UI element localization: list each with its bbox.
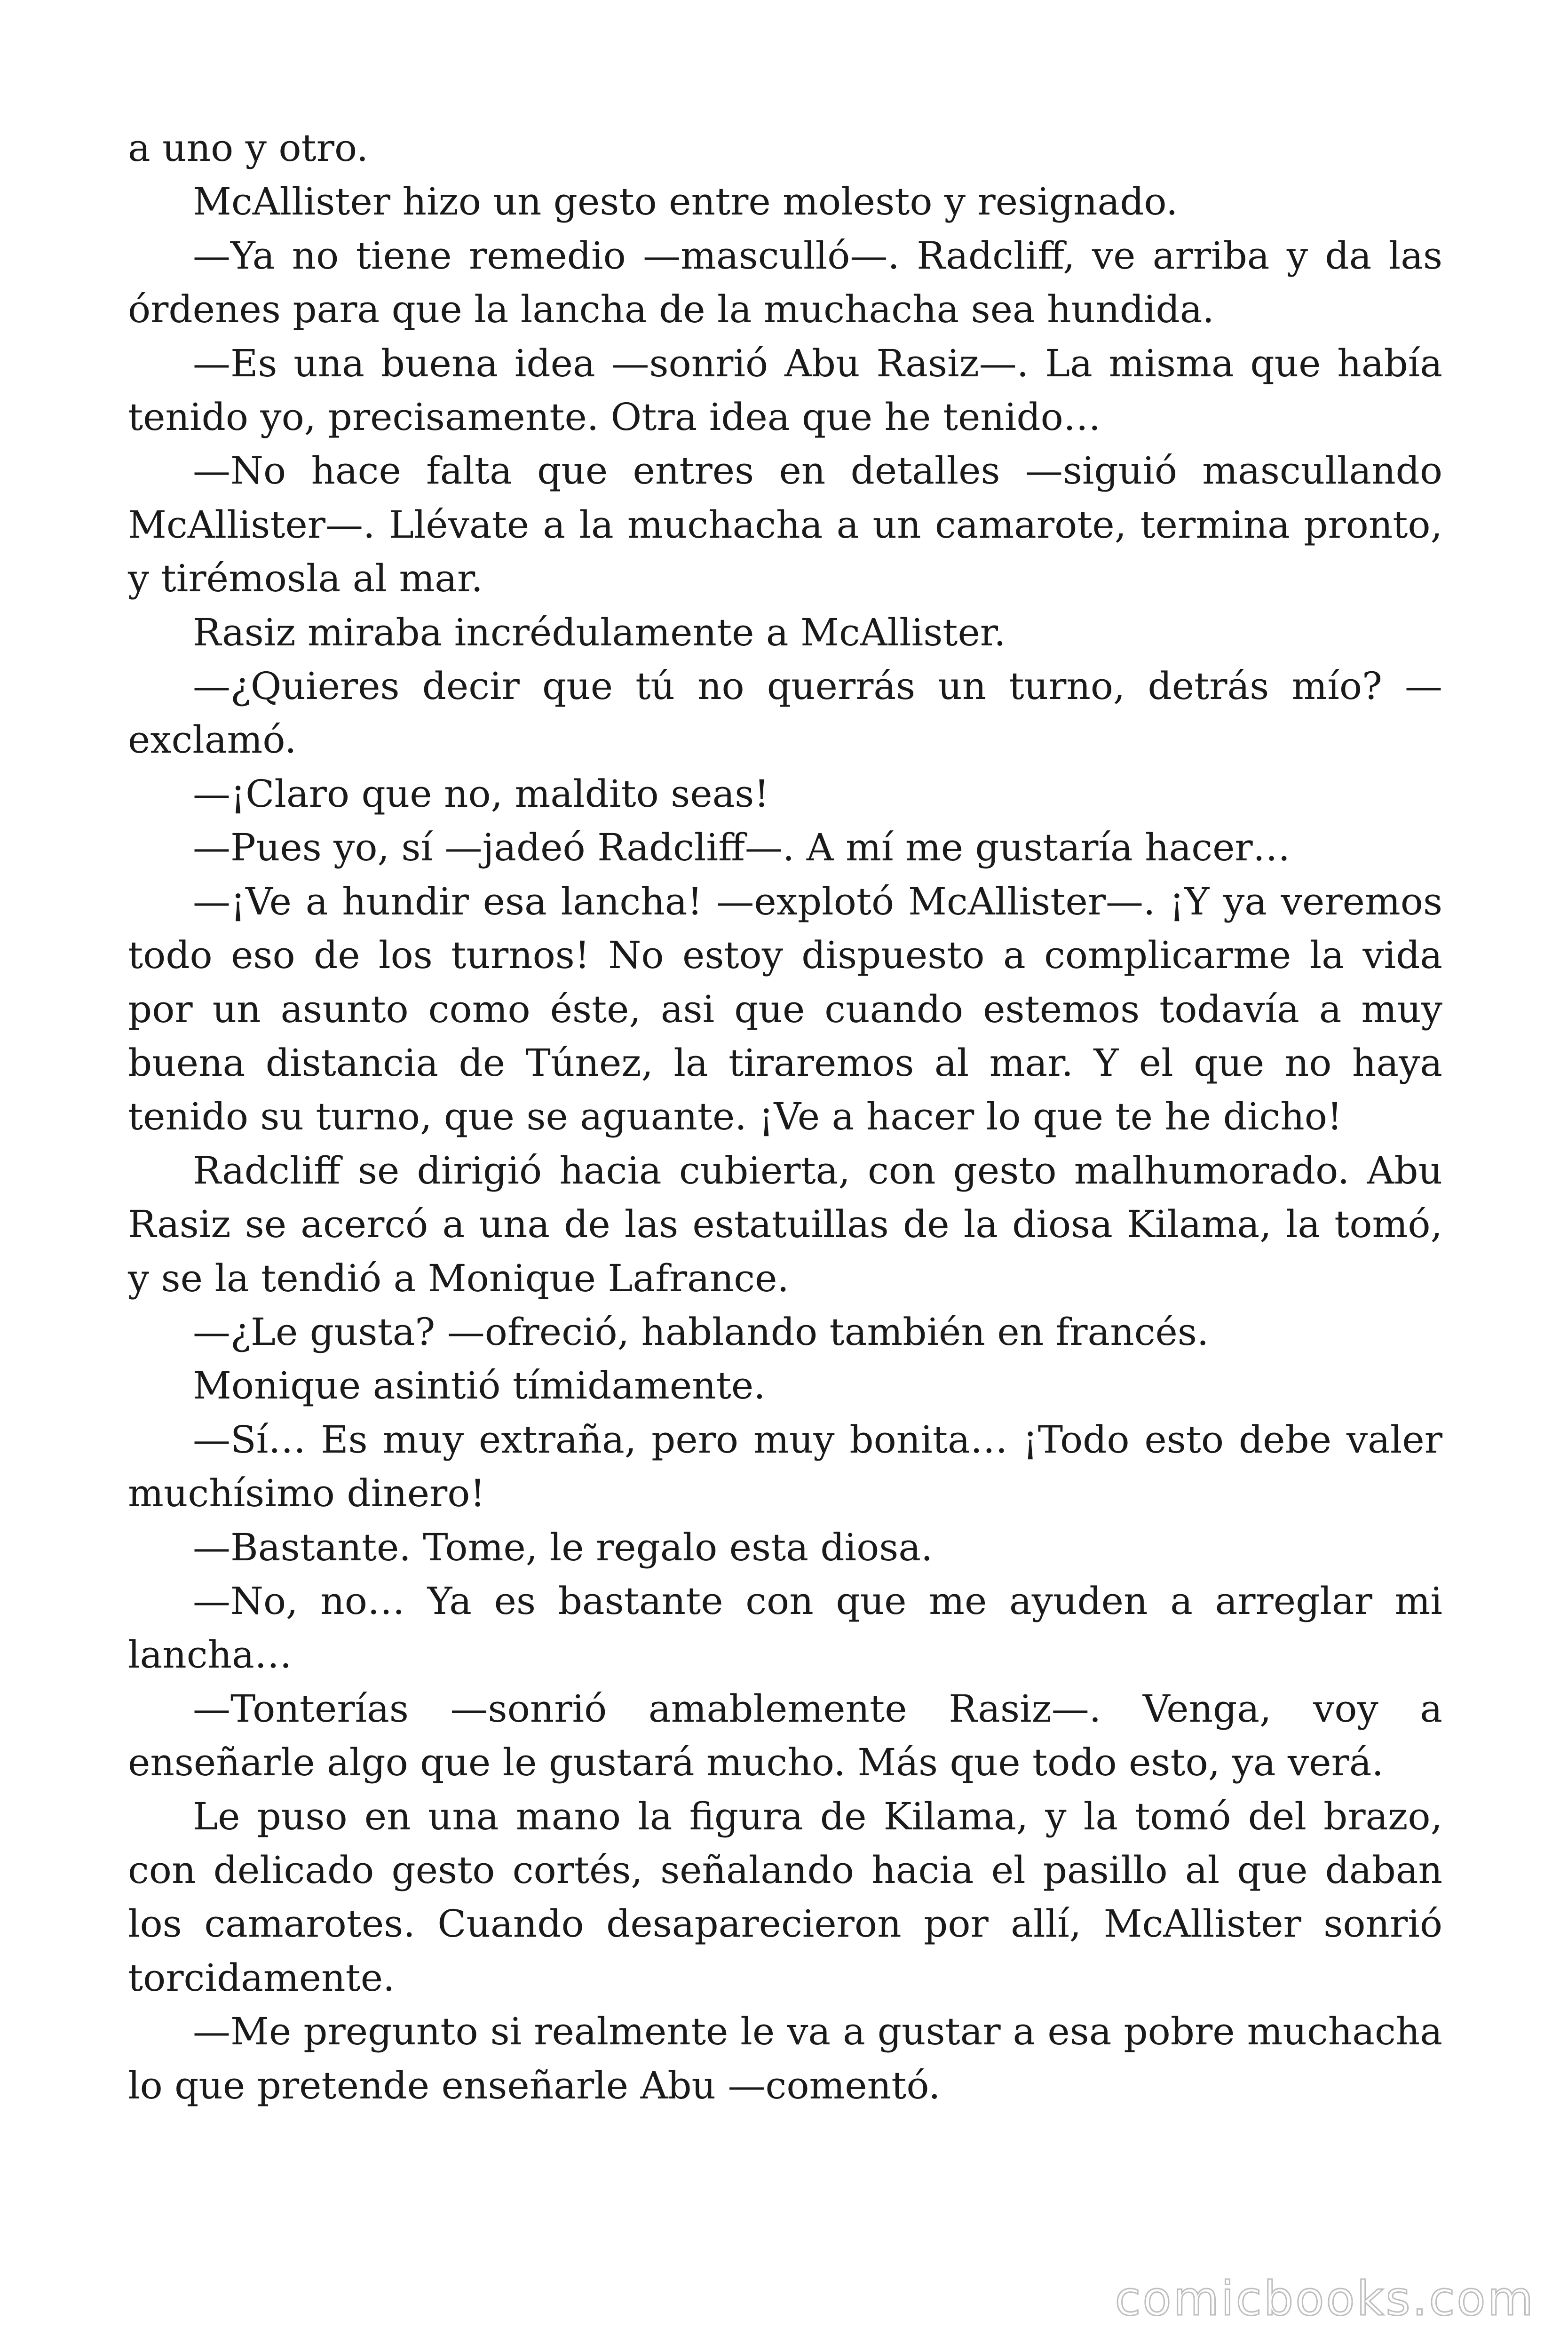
paragraph: —Ya no tiene remedio —masculló—. Radcliff, ve arriba y da las órdenes para que la lancha de la muchacha sea hundida. (128, 233, 1442, 332)
paragraph: —¡Ve a hundir esa lancha! —explotó McAllister—. ¡Y ya veremos todo eso de los turnos! No estoy dispuesto a complicarme la vida por un asunto como éste, asi que cuando estemos todavía a muy buena distancia de Túnez, la tiraremos al mar. Y el que no haya tenido su turno, que se aguante. ¡Ve a hacer lo que te he dicho! (128, 879, 1442, 1139)
paragraph: McAllister hizo un gesto entre molesto y resignado. (193, 180, 1178, 224)
paragraph: Monique asintió tímidamente. (193, 1364, 766, 1408)
paragraph: Rasiz miraba incrédulamente a McAllister. (193, 610, 1006, 654)
paragraph: —¿Quieres decir que tú no querrás un turno, detrás mío? —exclamó. (128, 664, 1442, 762)
paragraph: Le puso en una mano la figura de Kilama, y la tomó del brazo, con delicado gesto cortés, señalando hacia el pasillo al que daban los camarotes. Cuando desaparecieron por allí, McAllister sonrió torcidamente. (128, 1794, 1442, 2000)
paragraph: Radcliff se dirigió hacia cubierta, con gesto malhumorado. Abu Rasiz se acercó a una de las estatuillas de la diosa Kilama, la tomó, y se la tendió a Monique Lafrance. (128, 1148, 1442, 1300)
paragraph: —¡Claro que no, maldito seas! (193, 771, 769, 816)
watermark: comicbooks.com (1115, 2271, 1535, 2326)
paragraph: —Bastante. Tome, le regalo esta diosa. (193, 1525, 933, 1569)
paragraph: —Es una buena idea —sonrió Abu Rasiz—. La misma que había tenido yo, precisamente. Otra idea que he tenido… (128, 341, 1442, 439)
paragraph: —¿Le gusta? —ofreció, hablando también en francés. (193, 1310, 1209, 1354)
paragraph: —Sí… Es muy extraña, pero muy bonita… ¡Todo esto debe valer muchísimo dinero! (128, 1417, 1442, 1516)
paragraph: —Tonterías —sonrió amablemente Rasiz—. Venga, voy a enseñarle algo que le gustará mucho. Más que todo esto, ya verá. (128, 1686, 1442, 1785)
body-text (128, 121, 1442, 2113)
paragraph: a uno y otro. (128, 126, 369, 170)
paragraph: —Pues yo, sí —jadeó Radcliff—. A mí me gustaría hacer… (193, 826, 1291, 870)
paragraph: —No hace falta que entres en detalles —siguió mascullando McAllister—. Llévate a la muchacha a un camarote, termina pronto, y tirémosla al mar. (128, 449, 1442, 601)
paragraph: —No, no… Ya es bastante con que me ayuden a arreglar mi lancha… (128, 1579, 1442, 1677)
paragraph: —Me pregunto si realmente le va a gustar a esa pobre muchacha lo que pretende enseñarle Abu —comentó. (128, 2010, 1442, 2107)
